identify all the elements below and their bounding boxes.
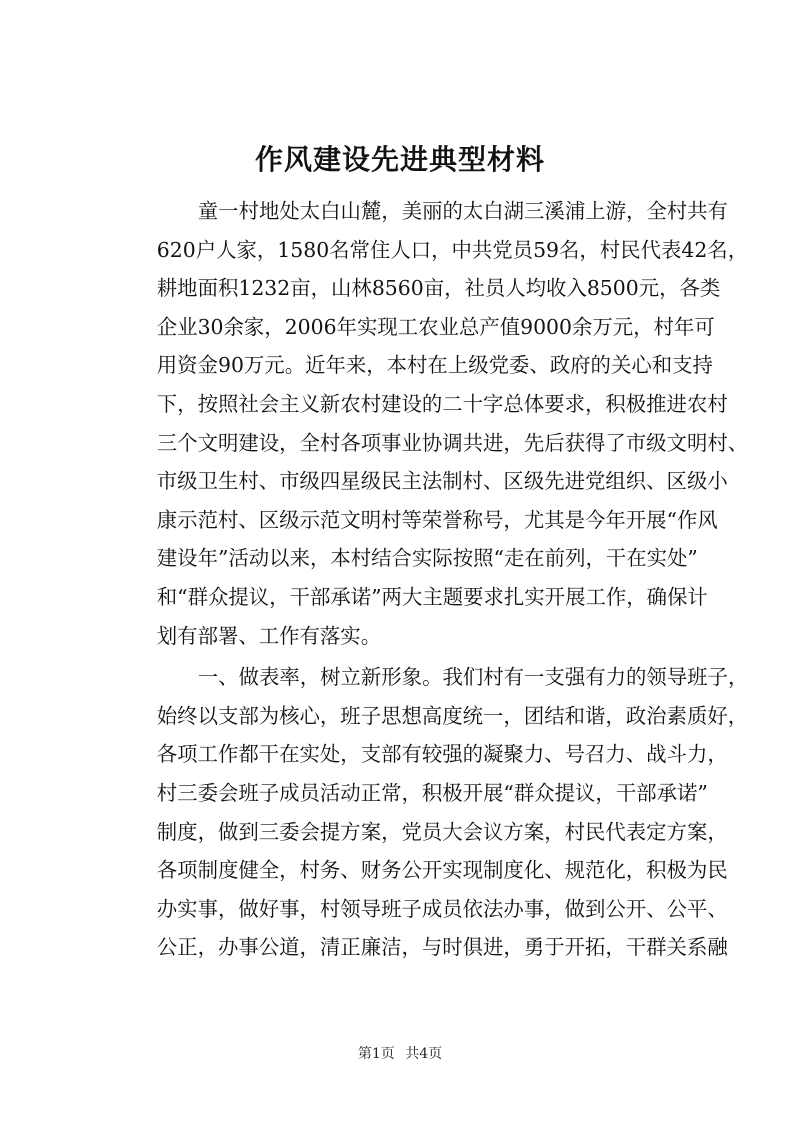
text-line: 建设年”活动以来，本村结合实际按照“走在前列，干在实处” [156, 546, 698, 571]
document-body [116, 192, 749, 967]
document-title: 作风建设先进典型材料 [254, 143, 545, 176]
text-line: 市级卫生村、市级四星级民主法制村、区级先进党组织、区级小 [156, 469, 728, 494]
paragraph-section-one [116, 658, 749, 967]
text-line: 各项制度健全，村务、财务公开实现制度化、规范化，积极为民 [156, 858, 728, 883]
page-footer [0, 1044, 800, 1064]
text-line: 康示范村、区级示范文明村等荣誉称号，尤其是今年开展“作风 [156, 507, 718, 532]
text-line: 和“群众提议，干部承诺”两大主题要求扎实开展工作，确保计 [156, 584, 708, 609]
text-line: 三个文明建设，全村各项事业协调共进，先后获得了市级文明村、 [156, 430, 749, 455]
text-line: 村三委会班子成员活动正常，积极开展“群众提议，干部承诺” [156, 780, 708, 805]
text-line: 童一村地处太白山麓，美丽的太白湖三溪浦上游，全村共有 [197, 199, 728, 223]
text-line: 各项工作都干在实处，支部有较强的凝聚力、号召力、战斗力， [156, 742, 728, 767]
text-line: 始终以支部为核心，班子思想高度统一，团结和谐，政治素质好， [156, 703, 749, 728]
paragraph-intro [116, 192, 749, 655]
text-line: 公正，办事公道，清正廉洁，与时俱进，勇于开拓，干群关系融 [156, 935, 728, 960]
text-line: 用资金90万元。近年来，本村在上级党委、政府的关心和支持 [156, 353, 713, 378]
text-line: 办实事，做好事，村领导班子成员依法办事，做到公开、公平、 [156, 896, 728, 921]
text-line: 一、做表率，树立新形象。我们村有一支强有力的领导班子， [197, 665, 749, 690]
page-total: 共4页 [405, 1046, 443, 1062]
text-line: 企业30余家，2006年实现工农业总产值9000余万元，村年可 [156, 314, 715, 339]
text-line: 制度，做到三委会提方案，党员大会议方案，村民代表定方案， [156, 819, 728, 844]
text-line: 下，按照社会主义新农村建设的二十字总体要求，积极推进农村 [156, 391, 728, 416]
text-line: 620户人家，1580名常住人口，中共党员59名，村民代表42名， [156, 237, 749, 262]
text-line: 划有部署、工作有落实。 [156, 623, 382, 648]
page-number: 第1页 [357, 1046, 395, 1062]
text-line: 耕地面积1232亩，山林8560亩，社员人均收入8500元，各类 [156, 276, 721, 301]
